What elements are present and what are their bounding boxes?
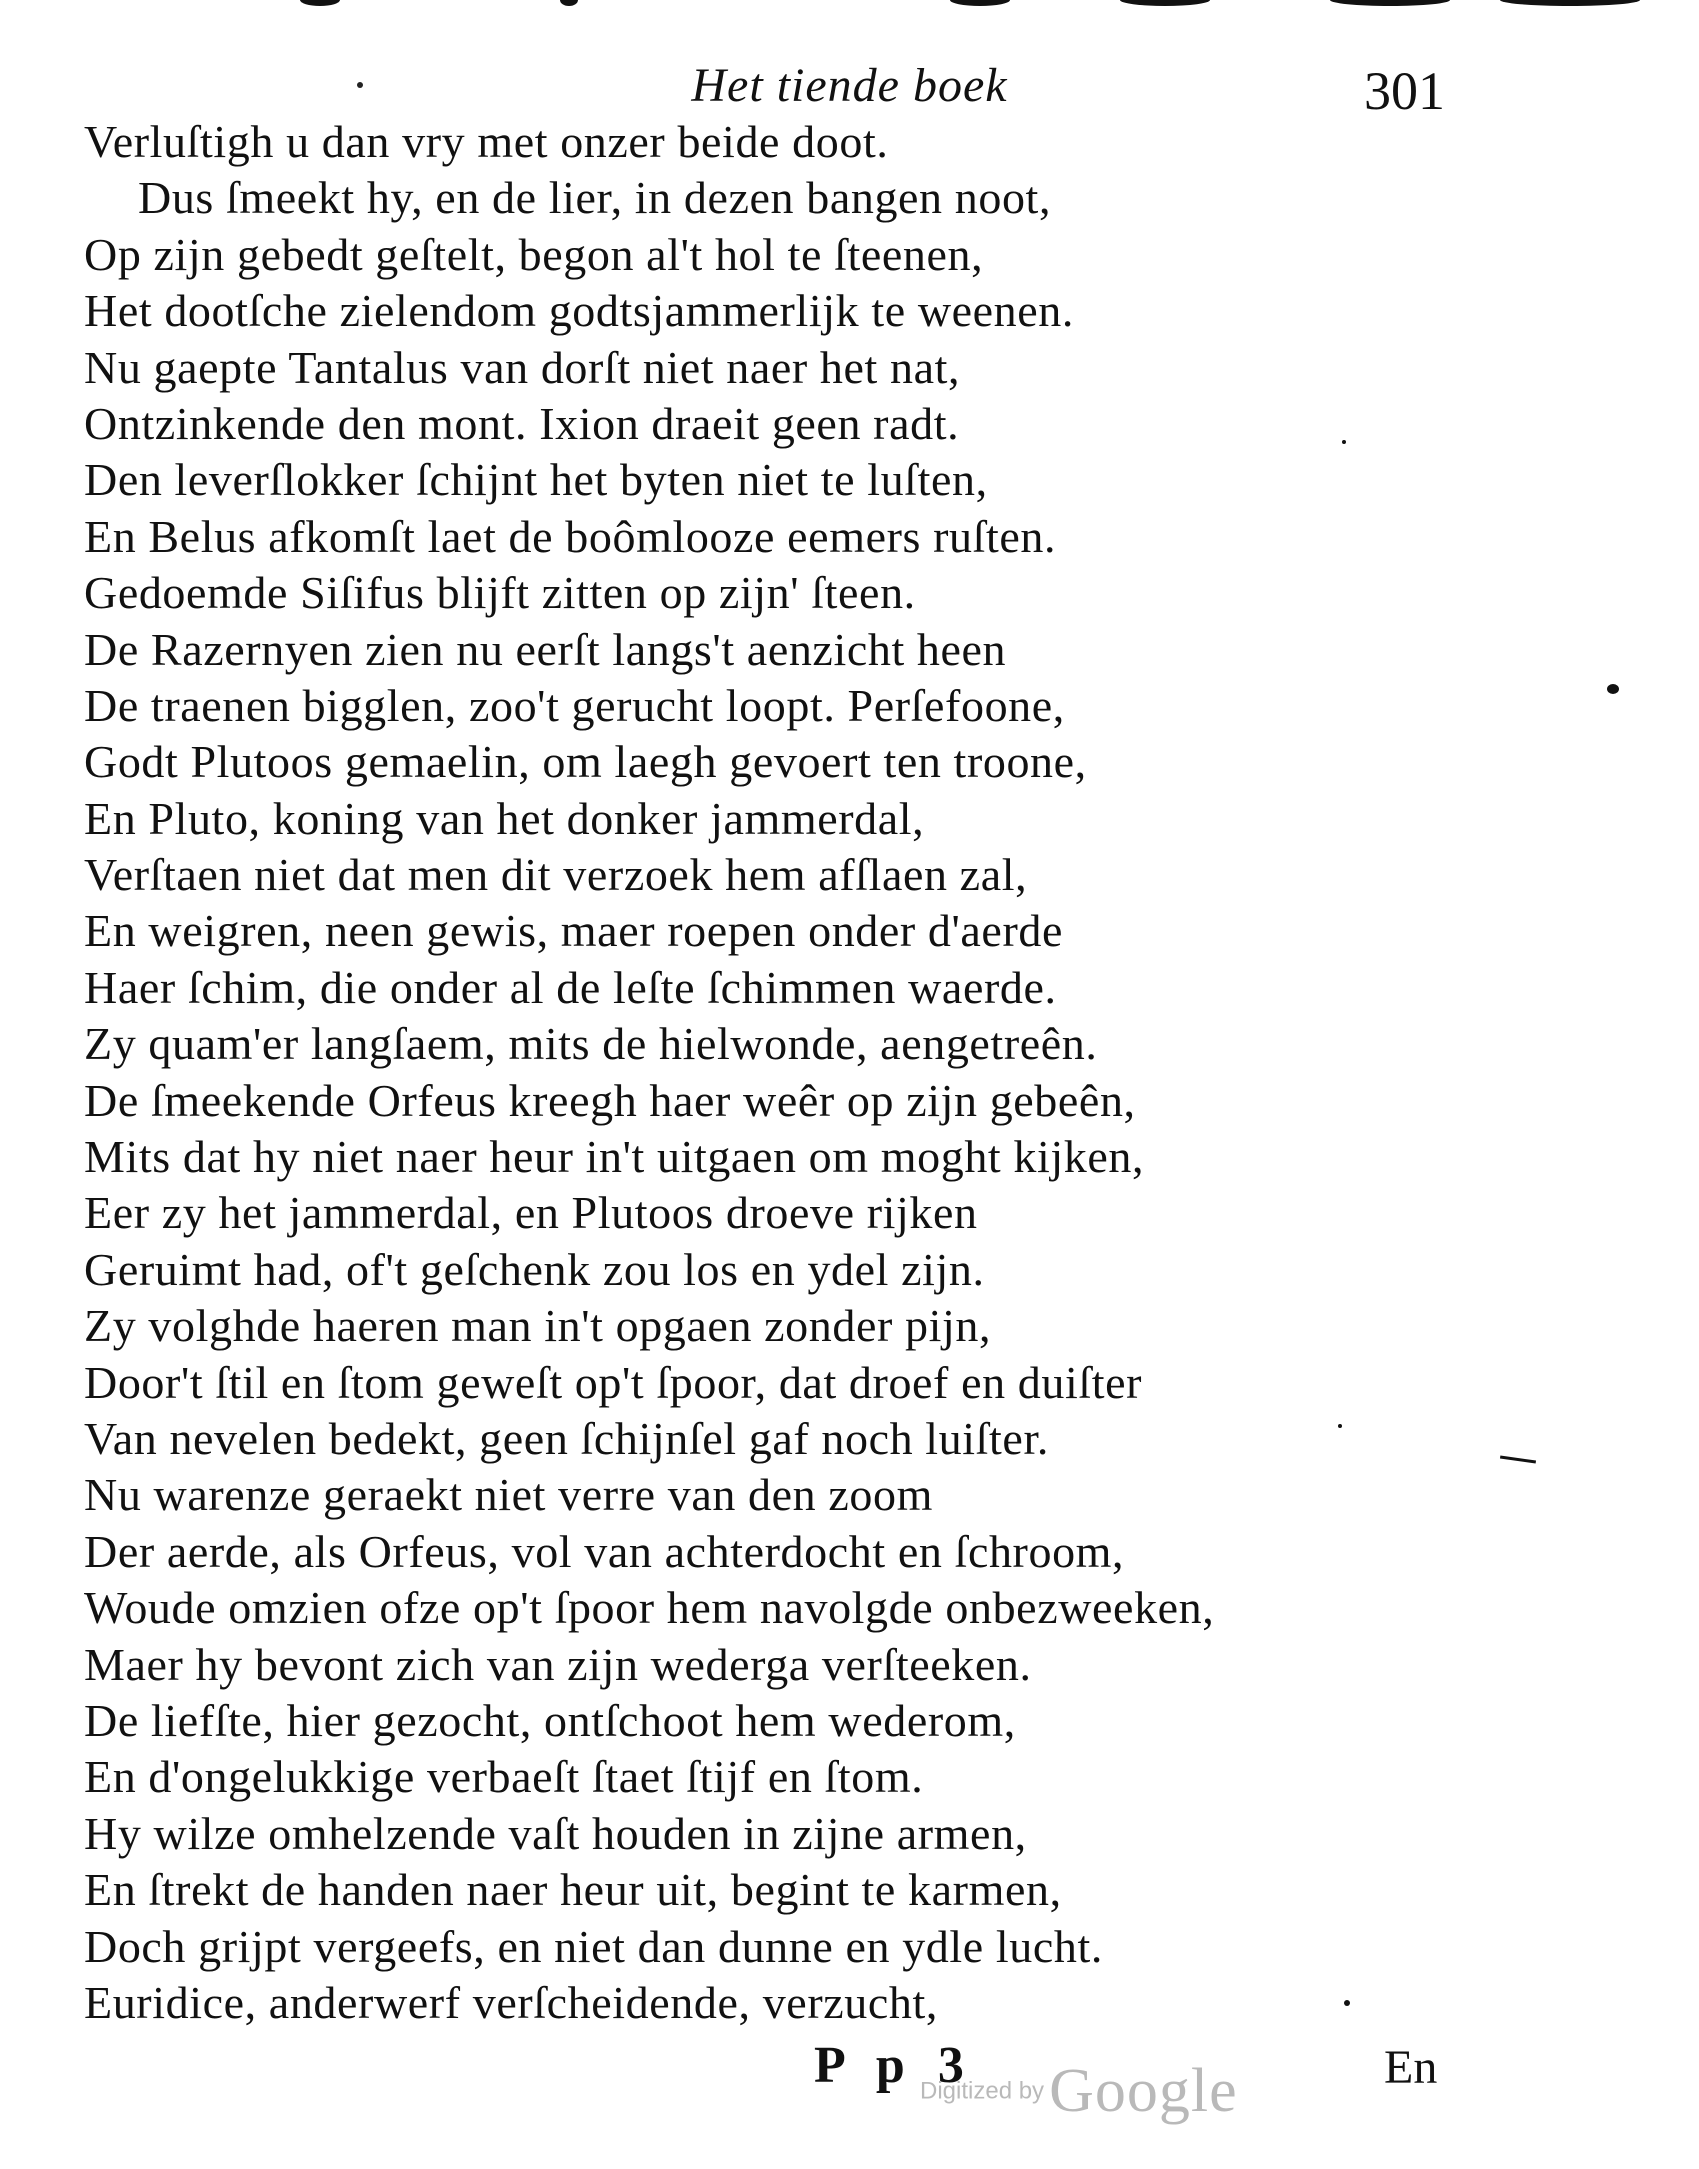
verse-text — [84, 114, 1504, 2031]
verse-line: Dus ſmeekt hy, en de lier, in dezen bangen noot, — [138, 172, 1052, 224]
verse-line: Doch grijpt vergeefs, en niet dan dunne en ydle lucht. — [84, 1920, 1103, 1972]
page-number: 301 — [1364, 61, 1445, 121]
verse-line: De Razernyen zien nu eerſt langs't aenzicht heen — [84, 623, 1007, 675]
verse-line: Door't ſtil en ſtom geweſt op't ſpoor, dat droef en duiſter — [84, 1356, 1143, 1408]
verse-line: Geruimt had, of't geſchenk zou los en ydel zijn. — [84, 1243, 985, 1295]
verse-line: Euridice, anderwerf verſcheidende, verzucht, — [84, 1976, 938, 2028]
digitized-watermark — [920, 2056, 1238, 2127]
verse-line: Hy wilze omhelzende vaſt houden in zijne armen, — [84, 1807, 1027, 1859]
verse-line: Op zijn gebedt geſtelt, begon al't hol te ſteenen, — [84, 228, 984, 280]
catchword: En — [1384, 2041, 1438, 2094]
verse-line: Maer hy bevont zich van zijn wederga verſteeken. — [84, 1638, 1032, 1690]
verse-line: Zy quam'er langſaem, mits de hielwonde, aengetreên. — [84, 1018, 1098, 1070]
verse-line: Woude omzien ofze op't ſpoor hem navolgde onbezweeken, — [84, 1582, 1215, 1634]
ink-speck — [1607, 684, 1619, 694]
page-top-edge — [0, 0, 1699, 18]
verse-line: Den leverſlokker ſchijnt het byten niet te luſten, — [84, 454, 988, 506]
ink-speck — [1344, 2000, 1350, 2006]
verse-line: Der aerde, als Orfeus, vol van achterdocht en ſchroom, — [84, 1525, 1125, 1577]
verse-line: En Pluto, koning van het donker jammerdal, — [84, 792, 925, 844]
ink-speck — [1500, 1456, 1536, 1464]
verse-line: Nu warenze geraekt niet verre van den zoom — [84, 1469, 933, 1521]
verse-line: En Belus afkomſt laet de boômlooze eemers ruſten. — [84, 510, 1057, 562]
verse-line: Haer ſchim, die onder al de leſte ſchimmen waerde. — [84, 961, 1057, 1013]
verse-line: Van nevelen bedekt, geen ſchijnſel gaf noch luiſter. — [84, 1412, 1049, 1464]
verse-line: Verluſtigh u dan vry met onzer beide doot. — [84, 116, 889, 167]
watermark-brand: Google — [1049, 2057, 1238, 2125]
ink-speck — [1342, 440, 1346, 444]
verse-line: Nu gaepte Tantalus van dorſt niet naer het nat, — [84, 341, 961, 393]
page-footer — [0, 2036, 1699, 2125]
verse-line: En ſtrekt de handen naer heur uit, begint te karmen, — [84, 1864, 1062, 1916]
verse-line: Zy volghde haeren man in't opgaen zonder pijn, — [84, 1300, 992, 1352]
verse-line: De liefſte, hier gezocht, ontſchoot hem wederom, — [84, 1694, 1016, 1746]
watermark-prefix: Digitized by — [920, 2077, 1045, 2105]
verse-line: Eer zy het jammerdal, en Plutoos droeve rijken — [84, 1187, 978, 1239]
running-head: Het tiende boek — [691, 59, 1008, 112]
verse-line: De ſmeekende Orfeus kreegh haer weêr op zijn gebeên, — [84, 1074, 1136, 1126]
ink-speck — [1338, 1424, 1342, 1428]
verse-line: Mits dat hy niet naer heur in't uitgaen om moght kijken, — [84, 1131, 1145, 1183]
verse-line: Het dootſche zielendom godtsjammerlijk te weenen. — [84, 285, 1074, 337]
verse-line: Gedoemde Siſifus blijft zitten op zijn' ſteen. — [84, 567, 916, 619]
verse-line: Verſtaen niet dat men dit verzoek hem afſlaen zal, — [84, 849, 1028, 901]
verse-line: Ontzinkende den mont. Ixion draeit geen radt. — [84, 397, 960, 449]
verse-line: Godt Plutoos gemaelin, om laegh gevoert ten troone, — [84, 736, 1087, 788]
signature-mark: P p 3 — [814, 2037, 974, 2094]
verse-line: De traenen bigglen, zoo't gerucht loopt. Perſefoone, — [84, 679, 1065, 731]
verse-line: En weigren, neen gewis, maer roepen onder d'aerde — [84, 905, 1063, 957]
verse-line: En d'ongelukkige verbaeſt ſtaet ſtijf en ſtom. — [84, 1751, 924, 1803]
ink-dot — [357, 82, 363, 88]
